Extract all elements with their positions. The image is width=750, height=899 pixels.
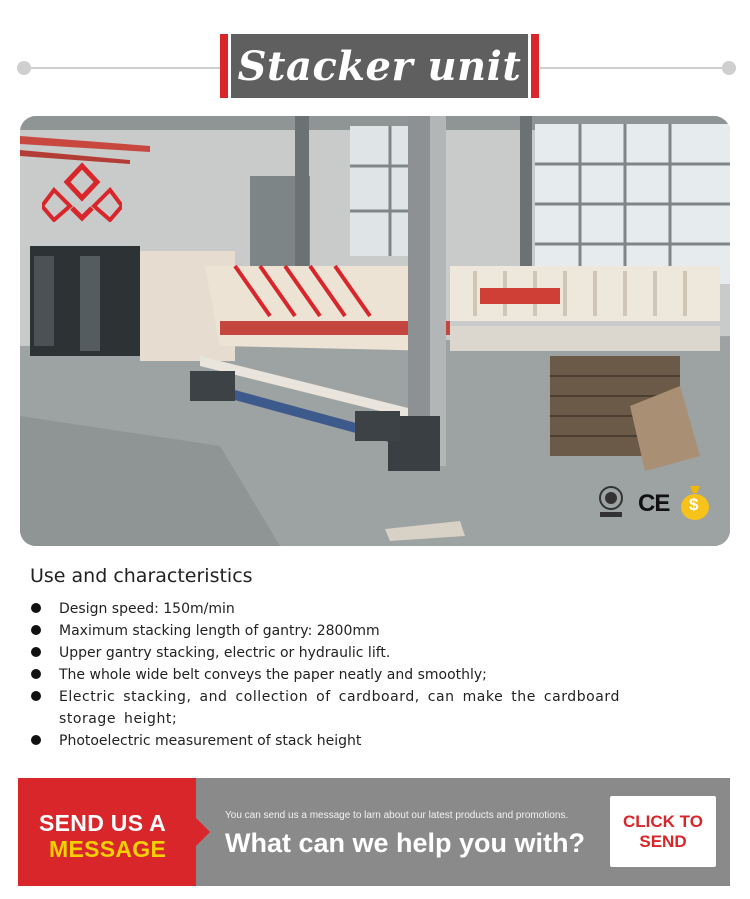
title-divider-left bbox=[24, 67, 220, 69]
feature-list bbox=[30, 598, 640, 752]
bullet-icon bbox=[31, 669, 41, 679]
feature-item: Photoelectric measurement of stack height bbox=[30, 730, 640, 752]
feature-item: Electric stacking, and collection of cardboard, can make the cardboard storage height; bbox=[30, 686, 640, 730]
title-divider-right bbox=[540, 67, 730, 69]
title-box bbox=[231, 34, 528, 98]
bullet-icon bbox=[31, 735, 41, 745]
feature-item: Design speed: 150m/min bbox=[30, 598, 640, 620]
message-text: MESSAGE bbox=[49, 836, 167, 862]
section-heading: Use and characteristics bbox=[30, 565, 253, 587]
contact-subtext: You can send us a message to larn about our latest products and promotions. bbox=[225, 810, 569, 821]
title-accent-left bbox=[220, 34, 228, 98]
product-photo bbox=[20, 116, 730, 546]
contact-headline: What can we help you with? bbox=[225, 828, 586, 858]
page-title: Stacker unit bbox=[237, 42, 522, 90]
money-bag-icon bbox=[680, 484, 710, 520]
feature-item: Maximum stacking length of gantry: 2800mm bbox=[30, 620, 640, 642]
bullet-icon bbox=[31, 691, 41, 701]
money-symbol: $ bbox=[689, 495, 699, 514]
button-label-line1: CLICK TO bbox=[623, 811, 703, 831]
title-dot-right bbox=[722, 61, 736, 75]
click-to-send-button[interactable] bbox=[610, 796, 716, 867]
arrow-pointer-icon bbox=[196, 818, 210, 846]
bullet-icon bbox=[31, 603, 41, 613]
ce-mark-icon: CE bbox=[638, 490, 670, 517]
feature-item: The whole wide belt conveys the paper neatly and smoothly; bbox=[30, 664, 640, 686]
bullet-icon bbox=[31, 625, 41, 635]
send-message-panel bbox=[18, 778, 196, 886]
feature-item: Upper gantry stacking, electric or hydraulic lift. bbox=[30, 642, 640, 664]
bullet-icon bbox=[31, 647, 41, 657]
title-dot-left bbox=[17, 61, 31, 75]
certification-seal-icon bbox=[598, 486, 624, 518]
company-logo-icon bbox=[42, 162, 122, 222]
title-accent-right bbox=[531, 34, 539, 98]
contact-banner bbox=[18, 778, 730, 886]
title-banner bbox=[0, 30, 750, 100]
send-us-text: SEND US A bbox=[39, 810, 167, 836]
button-label-line2: SEND bbox=[639, 831, 687, 851]
